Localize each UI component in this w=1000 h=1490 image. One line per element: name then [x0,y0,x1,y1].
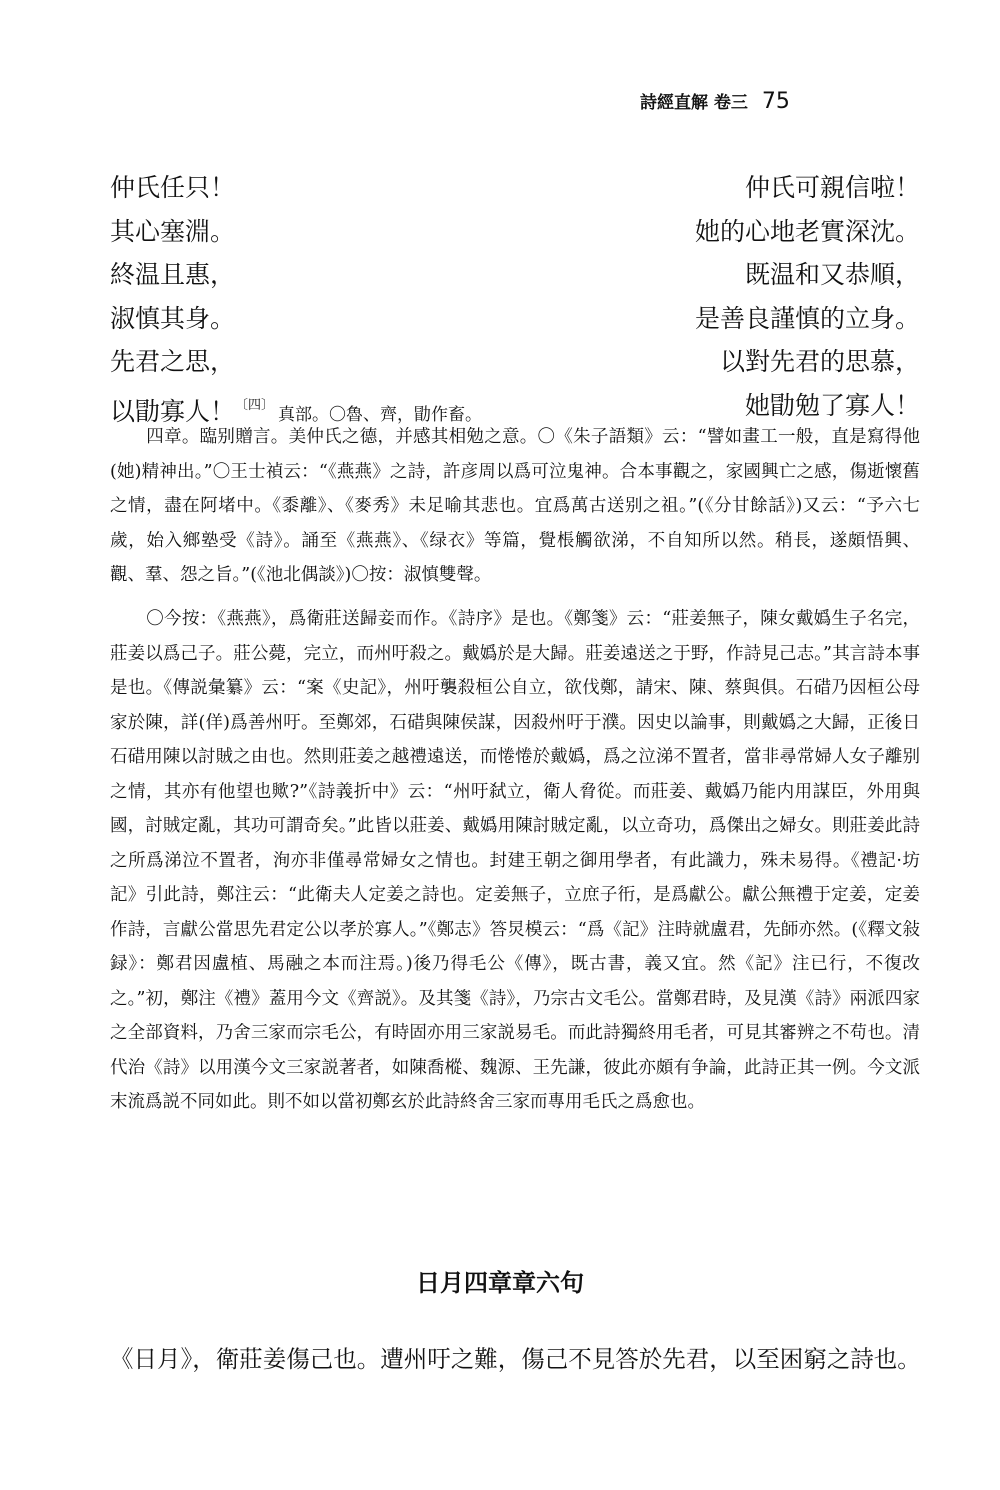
verse-translation: 她的心地老實深沈。 [694,216,920,246]
verse-original: 其心塞淵。 [110,216,236,246]
commentary-paragraph [110,602,920,1120]
verse-translation: 她勖勉了寡人！ [744,390,920,420]
verse-row [110,210,920,254]
verse-original: 先君之思， [110,347,236,376]
running-head [640,88,940,114]
verse-row [110,166,920,210]
verse-row [110,253,920,297]
verse-translation: 是善良謹慎的立身。 [694,303,920,333]
poem-preface: 《日月》，衛莊姜傷己也。遭州吁之難，傷己不見答於先君，以至困窮之詩也。 [110,1345,921,1373]
verse-row [110,297,920,341]
verse-original: 淑慎其身。 [110,303,236,333]
running-title: 詩經直解 卷三 [640,93,748,113]
verse-translation: 既温和又恭順， [744,260,920,289]
rhyme-note: 真部。〇魯、齊，勖作畜。 [278,404,483,425]
verse-row [110,340,920,384]
page-number: 75 [761,89,790,114]
footnote-marker: 〔四〕 [235,397,275,413]
verse-original: 仲氏任只！ [110,173,236,202]
commentary-text: 〇今按：《燕燕》，爲衛莊送歸妾而作。《詩序》是也。《鄭箋》云：“莊姜無子，陳女戴嬀生子名完，莊姜以爲己子。莊公薨，完立，而州吁殺之。戴嬀於是大歸。莊姜遠送之于野，作詩見己志。”其言詩本事是也。《傳説彙纂》云：“案《史記》，州吁襲殺桓公自立，欲伐鄭，請宋、陳、蔡與俱。石碏乃因桓公母家於陳，詳(佯)爲善州吁。至鄭郊，石碏與陳侯謀，因殺州吁于濮。因史以論事，則戴嬀之大歸，正後日石碏用陳以討賊之由也。然則莊姜之越禮遠送，而惓惓於戴嬀，爲之泣涕不置者，當非尋常婦人女子離别之情，其亦有他望也歟?”《詩義折中》云：“州吁弑立，衛人脅從。而莊姜、戴嬀乃能内用謀臣，外用與國，討賊定亂，其功可謂奇矣。”此皆以莊姜、戴嬀用陳討賊定亂，以立奇功，爲傑出之婦女。則莊姜此詩之所爲涕泣不置者，洵亦非僅尋常婦女之情也。封建王朝之御用學者，有此識力，殊未易得。《禮記·坊記》引此詩，鄭注云：“此衛夫人定姜之詩也。定姜無子，立庶子衎，是爲獻公。獻公無禮于定姜，定姜作詩，言獻公當思先君定公以孝於寡人。”《鄭志》答炅模云：“爲《記》注時就盧君，先師亦然。(《釋文敍録》：鄭君因盧植、馬融之本而注焉。)後乃得毛公《傳》，既古書，義又宜。然《記》注已行，不復改之。”初，鄭注《禮》蓋用今文《齊説》。及其箋《詩》，乃宗古文毛公。當鄭君時，及見漢《詩》兩派四家之全部資料，乃舍三家而宗毛公，有時固亦用三家説易毛。而此詩獨終用毛者，可見其審辨之不苟也。清代治《詩》以用漢今文三家説著者，如陳喬樅、魏源、王先謙，彼此亦頗有争論，此詩正其一例。今文派末流爲説不同如此。則不如以當初鄭玄於此詩終舍三家而專用毛氏之爲愈也。 [110,609,920,1112]
verse-block [110,166,920,427]
verse-translation: 仲氏可親信啦！ [744,173,920,202]
section-title: 日月四章章六句 [416,1269,584,1297]
verse-original: 以勖寡人！ [110,396,236,426]
commentary-text: 四章。臨别贈言。美仲氏之德，并感其相勉之意。〇《朱子語類》云：“譬如畫工一般，直是寫得他(她)精神出。”〇王士禎云：“《燕燕》之詩，許彦周以爲可泣鬼神。合本事觀之，家國興亡之感，傷逝懷舊之情，盡在阿堵中。《黍離》、《麥秀》未足喻其悲也。宜爲萬古送别之祖。”(《分甘餘話》)又云：“予六七歲，始入鄉塾受《詩》。誦至《燕燕》、《绿衣》等篇，覺棖觸欲涕，不自知所以然。稍長，遂頗悟興、觀、羣、怨之旨。”(《池北偶談》)〇按：淑慎雙聲。 [110,427,920,585]
commentary-paragraph [110,420,920,593]
verse-translation: 以對先君的思慕， [719,347,920,376]
verse-original: 終温且惠， [110,260,236,289]
